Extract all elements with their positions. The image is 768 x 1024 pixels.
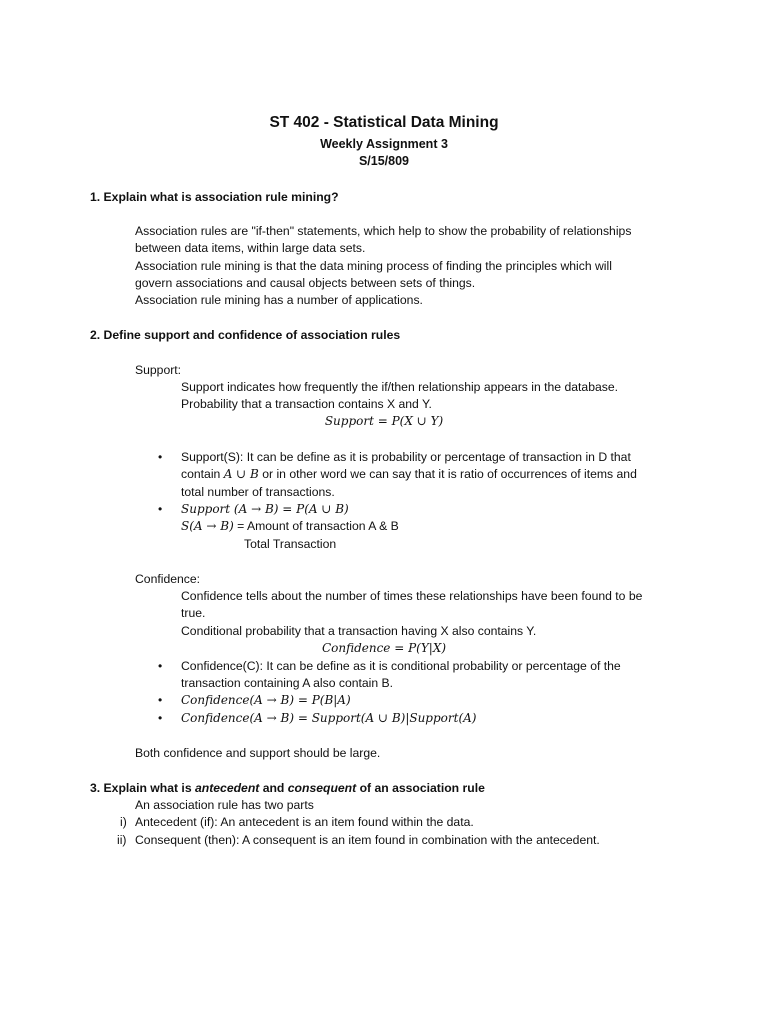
- confidence-label: Confidence:: [135, 572, 201, 586]
- support-line: Support indicates how frequently the if/then relationship appears in the database.: [181, 380, 619, 394]
- bullet-icon: •: [158, 711, 163, 725]
- student-id: S/15/809: [358, 154, 410, 168]
- support-ratio: [181, 518, 399, 535]
- q1-line: govern associations and causal objects between sets of things.: [135, 276, 476, 290]
- q1-line: between data items, within large data sets.: [135, 241, 366, 255]
- confidence-formula-bullet: Confidence(A → B) = P(B|A): [181, 693, 351, 707]
- bullet-icon: •: [158, 502, 163, 516]
- q3-heading-text: of an association rule: [356, 781, 485, 795]
- support-bullet-text: contain: [181, 467, 224, 481]
- confidence-line: true.: [181, 606, 206, 620]
- support-bullet-line: Support(S): It can be define as it is probability or percentage of transaction in D that: [181, 450, 631, 464]
- bullet-icon: •: [158, 450, 163, 464]
- q3-heading: [90, 780, 485, 797]
- support-ratio-denominator: Total Transaction: [244, 537, 337, 551]
- q3-heading-emphasis: consequent: [287, 781, 357, 795]
- q3-heading-emphasis: antecedent: [194, 781, 260, 795]
- q2-conclusion: Both confidence and support should be large.: [135, 746, 381, 760]
- q3-intro: An association rule has two parts: [135, 798, 314, 812]
- q3-heading-text: and: [259, 781, 288, 795]
- support-bullet-text: or in other word we can say that it is ratio of occurrences of items and: [258, 467, 637, 481]
- list-index: ii): [117, 833, 127, 847]
- support-bullet-line: [181, 466, 637, 483]
- list-item: Consequent (then): A consequent is an item found in combination with the antecedent.: [135, 833, 600, 847]
- document-subtitle: Weekly Assignment 3: [320, 137, 448, 151]
- support-line: Probability that a transaction contains X and Y.: [181, 397, 432, 411]
- support-formula-bullet: Support (A → B) = P(A ∪ B): [181, 502, 349, 516]
- confidence-formula-bullet: Confidence(A → B) = Support(A ∪ B)|Support(A): [181, 711, 477, 725]
- support-label: Support:: [135, 363, 182, 377]
- confidence-bullet-line: transaction containing A also contain B.: [181, 676, 394, 690]
- support-ratio-math: S(A → B): [181, 519, 234, 533]
- bullet-icon: •: [158, 659, 163, 673]
- confidence-line: Confidence tells about the number of times these relationships have been found to be: [181, 589, 643, 603]
- confidence-bullet-line: Confidence(C): It can be define as it is conditional probability or percentage of the: [181, 659, 621, 673]
- list-item: Antecedent (if): An antecedent is an item found within the data.: [135, 815, 474, 829]
- bullet-icon: •: [158, 693, 163, 707]
- confidence-line: Conditional probability that a transaction having X also contains Y.: [181, 624, 537, 638]
- support-ratio-numerator: = Amount of transaction A & B: [233, 519, 399, 533]
- support-formula: Support = P(X ∪ Y): [324, 414, 444, 428]
- support-bullet-line: total number of transactions.: [181, 485, 335, 499]
- list-index: i): [120, 815, 127, 829]
- q3-heading-text: 3. Explain what is: [90, 781, 195, 795]
- document-title: ST 402 - Statistical Data Mining: [269, 114, 499, 131]
- q1-line: Association rules are "if-then" statements, which help to show the probability of relationships: [135, 224, 632, 238]
- q2-heading: 2. Define support and confidence of association rules: [90, 328, 401, 342]
- q1-line: Association rule mining has a number of applications.: [135, 293, 423, 307]
- q1-heading: 1. Explain what is association rule mining?: [90, 190, 339, 204]
- support-bullet-math: A ∪ B: [223, 467, 259, 481]
- q1-line: Association rule mining is that the data mining process of finding the principles which will: [135, 259, 612, 273]
- confidence-formula: Confidence = P(Y|X): [321, 641, 447, 655]
